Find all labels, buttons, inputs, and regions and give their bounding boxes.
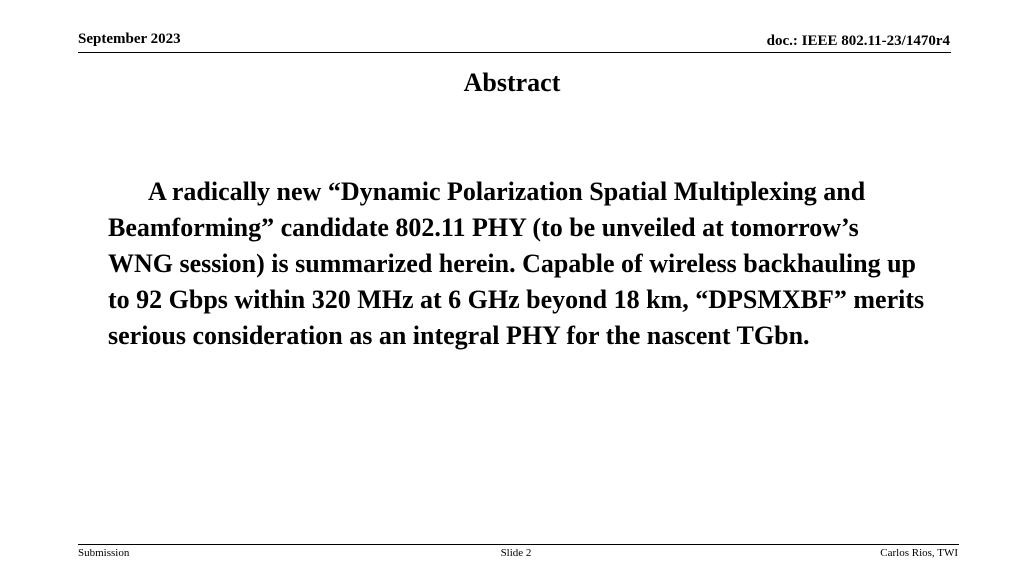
footer-slide-number: Slide 2 bbox=[500, 547, 532, 559]
footer-author: Carlos Rios, TWI bbox=[880, 547, 958, 559]
header-divider bbox=[78, 52, 951, 53]
abstract-body: A radically new “Dynamic Polarization Spatial Multiplexing and Beamforming” candidate 802.11 PHY (to be unveiled at tomorrow’s WNG session) is summarized herein. Capable of wireless backhauling up to 92 Gbps within 320 MHz at 6 GHz beyond 18 km, “DPSMXBF” merits serious consideration as an integral PHY for the nascent TGbn. bbox=[108, 177, 925, 350]
header-date: September 2023 bbox=[78, 31, 181, 47]
footer-divider bbox=[78, 544, 959, 545]
header-doc-id: doc.: IEEE 802.11-23/1470r4 bbox=[766, 33, 950, 49]
footer-submission: Submission bbox=[78, 547, 130, 559]
slide-title: Abstract bbox=[463, 68, 561, 97]
